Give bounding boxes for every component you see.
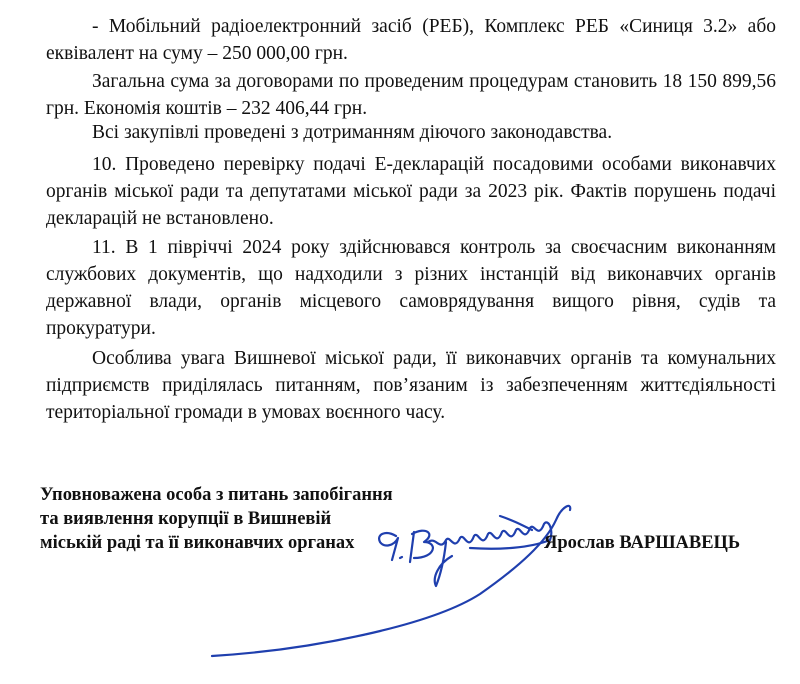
signatory-title-line: міській раді та її виконавчих органах xyxy=(40,533,355,553)
paragraph-special-attention: Особлива увага Вишневої міської ради, її виконавчих органів та комунальних підприємств приділялась питанням, пов’язаним із забезпеченням життєдіяльності територіальної громади в умовах воєнного часу. xyxy=(46,348,776,423)
paragraph-item-11: 11. В 1 півріччі 2024 року здійснювався контроль за своєчасним виконанням службових документів, що надходили з різних інстанцій від виконавчих органів державної влади, органів місцевого самоврядування вищого рівня, судів та прокуратури. xyxy=(46,237,776,339)
paragraph-compliance: Всі закупівлі проведені з дотриманням діючого законодавства. xyxy=(92,122,613,143)
handwritten-signature xyxy=(200,490,600,670)
paragraph-reb-item: - Мобільний радіоелектронний засіб (РЕБ), Комплекс РЕБ «Синиця 3.2» або еквівалент на суму – 250 000,00 грн. xyxy=(46,16,776,64)
signatory-title-line: Уповноважена особа з питань запобігання xyxy=(40,485,393,505)
paragraph-item-10: 10. Проведено перевірку подачі Е-декларацій посадовими особами виконавчих органів міської ради та депутатами міської ради за 2023 рік. Фактів порушень подачі декларацій не встановлено. xyxy=(46,154,776,229)
signatory-title-line: та виявлення корупції в Вишневій xyxy=(40,509,332,529)
signatory-name: Ярослав ВАРШАВЕЦЬ xyxy=(544,533,741,553)
paragraph-total-sum: Загальна сума за договорами по проведеним процедурам становить 18 150 899,56 грн. Економія коштів – 232 406,44 грн. xyxy=(46,71,776,119)
